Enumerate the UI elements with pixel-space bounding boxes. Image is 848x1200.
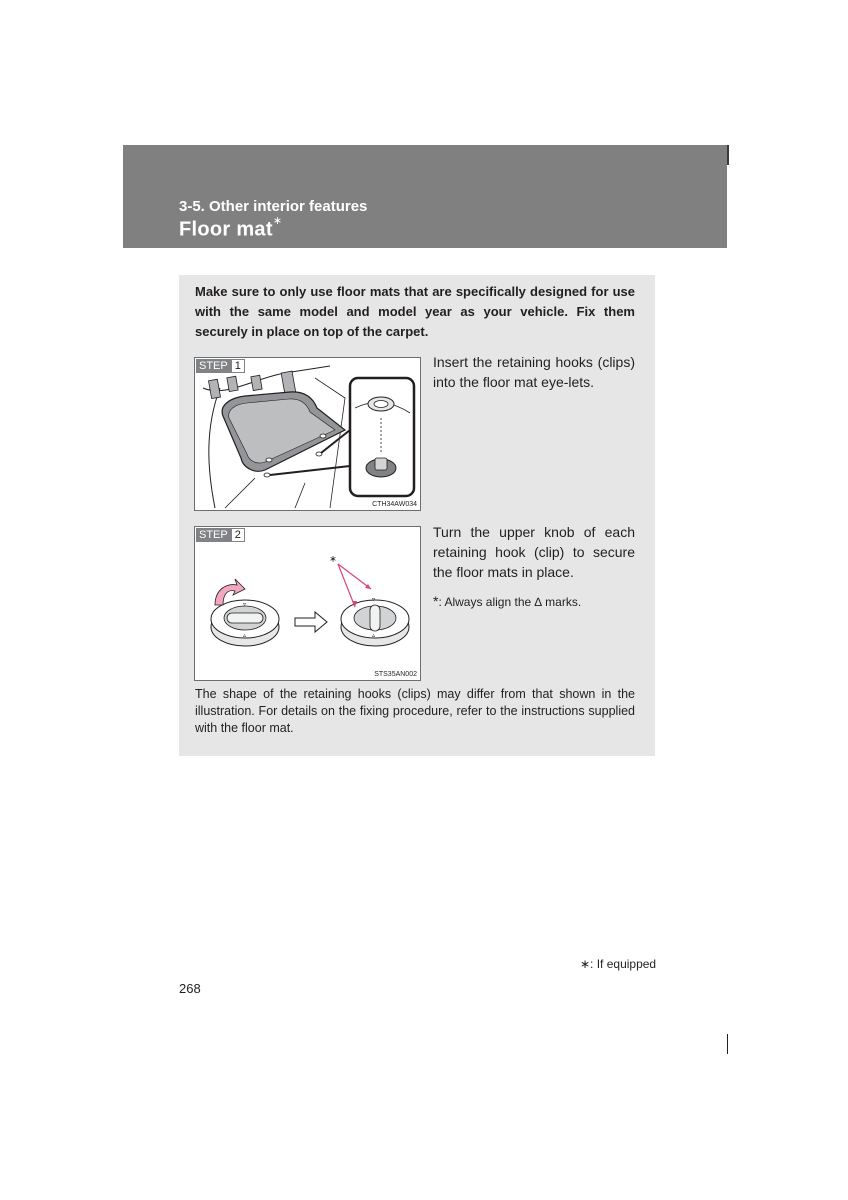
header-edge-mark	[727, 145, 729, 165]
align-note	[433, 593, 581, 609]
svg-text:▵: ▵	[372, 632, 376, 639]
step2-number: 2	[231, 528, 245, 542]
callout-mark: *	[330, 554, 336, 568]
page-title	[179, 215, 283, 242]
step2-label: STEP	[196, 528, 231, 542]
step1-text: Insert the retaining hooks (clips) into the floor mat eye-lets.	[433, 354, 635, 390]
floor-mat-illustration	[195, 358, 420, 510]
retaining-hook-illustration	[195, 527, 420, 680]
if-equipped-mark: ∗	[272, 215, 283, 227]
step1-figure	[194, 357, 421, 511]
header-band	[123, 145, 727, 248]
intro-warning: Make sure to only use floor mats that are specifically designed for use with the same model and model year as your vehicle. Fix them securely in place on top of the carpet.	[195, 284, 635, 339]
section-label: 3-5. Other interior features	[179, 198, 368, 215]
step2-text: Turn the upper knob of each retaining hook (clip) to secure the floor mats in place.	[433, 524, 635, 580]
footnote: ∗: If equipped	[580, 957, 657, 971]
step2-tag	[196, 528, 245, 542]
page-title-text: Floor mat	[179, 218, 273, 241]
note-mark: *	[433, 593, 439, 609]
step2-figure	[194, 526, 421, 681]
content-box	[179, 275, 655, 756]
step1-number: 1	[231, 359, 245, 373]
svg-text:▿: ▿	[372, 596, 376, 603]
note-text: : Always align the ∆ marks.	[438, 595, 582, 609]
svg-text:▿: ▿	[243, 601, 247, 608]
step2-figure-code: STS35AN002	[374, 671, 417, 678]
step1-label: STEP	[196, 359, 231, 373]
step1-tag	[196, 359, 245, 373]
clip-shape-note: The shape of the retaining hooks (clips) may differ from that shown in the illustration. For details on the fixing procedure, refer to the instructions supplied with the floor mat.	[195, 687, 635, 735]
page-number: 268	[179, 981, 201, 996]
margin-mark	[727, 1034, 728, 1054]
svg-text:▵: ▵	[243, 632, 247, 639]
step1-figure-code: CTH34AW034	[372, 501, 417, 508]
